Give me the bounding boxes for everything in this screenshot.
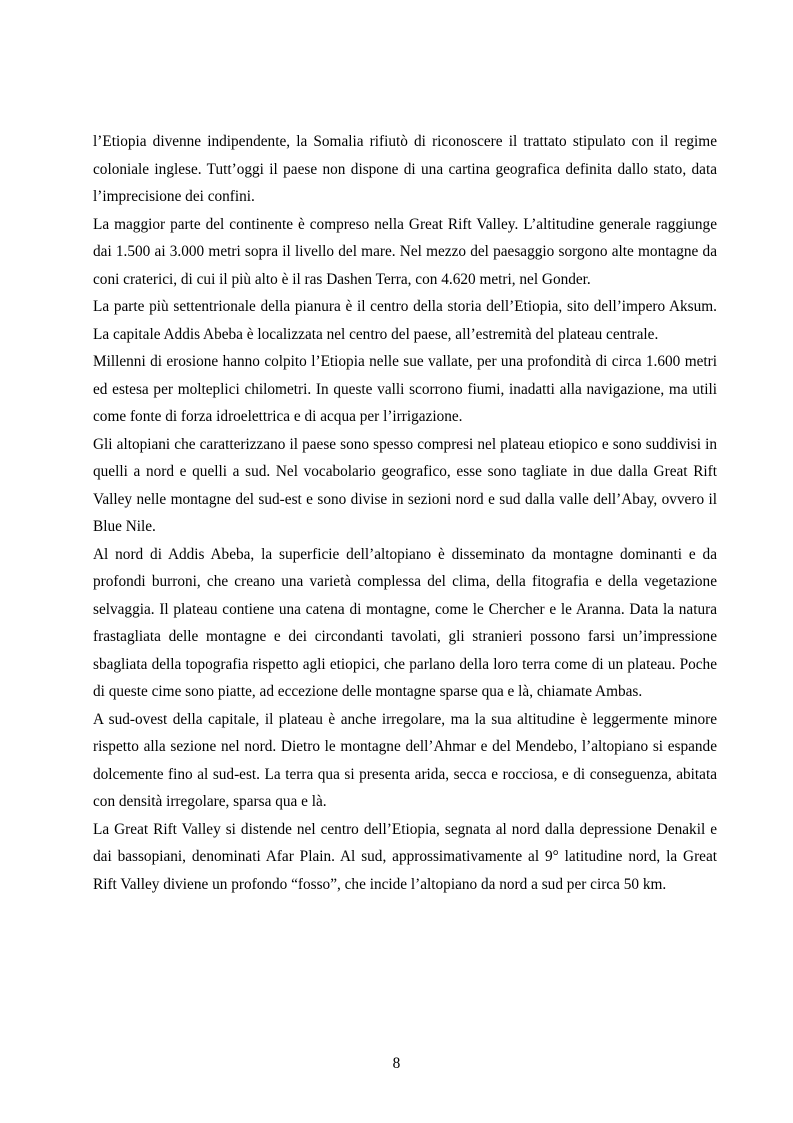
paragraph-5: Gli altopiani che caratterizzano il paese sono spesso compresi nel plateau etiopico e sono suddivisi in quelli a nord e quelli a sud. Nel vocabolario geografico, esse sono tagliate in due dalla Great Rift Valley nelle montagne del sud-est e sono divise in sezioni nord e sud dalla valle dell’Abay, ovvero il Blue Nile.	[93, 435, 717, 535]
paragraph-4: Millenni di erosione hanno colpito l’Etiopia nelle sue vallate, per una profondità di circa 1.600 metri ed estesa per molteplici chilometri. In queste valli scorrono fiumi, inadatti alla navigazione, ma utili come fonte di forza idroelettrica e di acqua per l’irrigazione.	[93, 353, 717, 425]
paragraph-1: l’Etiopia divenne indipendente, la Somalia rifiutò di riconoscere il trattato stipulato con il regime coloniale inglese. Tutt’oggi il paese non dispone di una cartina geografica definita dallo stato, data l’imprecisione dei confini.	[93, 133, 717, 205]
paragraph-3: La parte più settentrionale della pianura è il centro della storia dell’Etiopia, sito dell’impero Aksum. La capitale Addis Abeba è localizzata nel centro del paese, all’estremità del plateau centrale.	[93, 298, 717, 343]
paragraph-8: La Great Rift Valley si distende nel centro dell’Etiopia, segnata al nord dalla depressione Denakil e dai bassopiani, denominati Afar Plain. Al sud, approssimativamente al 9° latitudine nord, la Great Rift Valley diviene un profondo “fosso”, che incide l’altopiano da nord a sud per circa 50 km.	[93, 820, 717, 893]
paragraph-2: La maggior parte del continente è compreso nella Great Rift Valley. L’altitudine generale raggiunge dai 1.500 ai 3.000 metri sopra il livello del mare. Nel mezzo del paesaggio sorgono alte montagne da coni craterici, di cui il più alto è il ras Dashen Terra, con 4.620 metri, nel Gonder.	[93, 215, 717, 288]
page-number: 8	[392, 1055, 401, 1072]
paragraph-7: A sud-ovest della capitale, il plateau è anche irregolare, ma la sua altitudine è leggermente minore rispetto alla sezione nel nord. Dietro le montagne dell’Ahmar e del Mendebo, l’altopiano si espande dolcemente fino al sud-est. La terra qua si presenta arida, secca e rocciosa, e di conseguenza, abitata con densità irregolare, sparsa qua e là.	[93, 710, 717, 810]
page-body	[93, 128, 717, 898]
paragraph-6: Al nord di Addis Abeba, la superficie dell’altopiano è disseminato da montagne dominanti e da profondi burroni, che creano una varietà complessa del clima, della fitografia e della vegetazione selvaggia. Il plateau contiene una catena di montagne, come le Chercher e le Aranna. Data la natura frastagliata delle montagne e dei circondanti tavolati, gli stranieri possono farsi un’impressione sbagliata della topografia rispetto agli etiopici, che parlano della loro terra come di un plateau. Poche di queste cime sono piatte, ad eccezione delle montagne sparse qua e là, chiamate Ambas.	[93, 545, 717, 700]
